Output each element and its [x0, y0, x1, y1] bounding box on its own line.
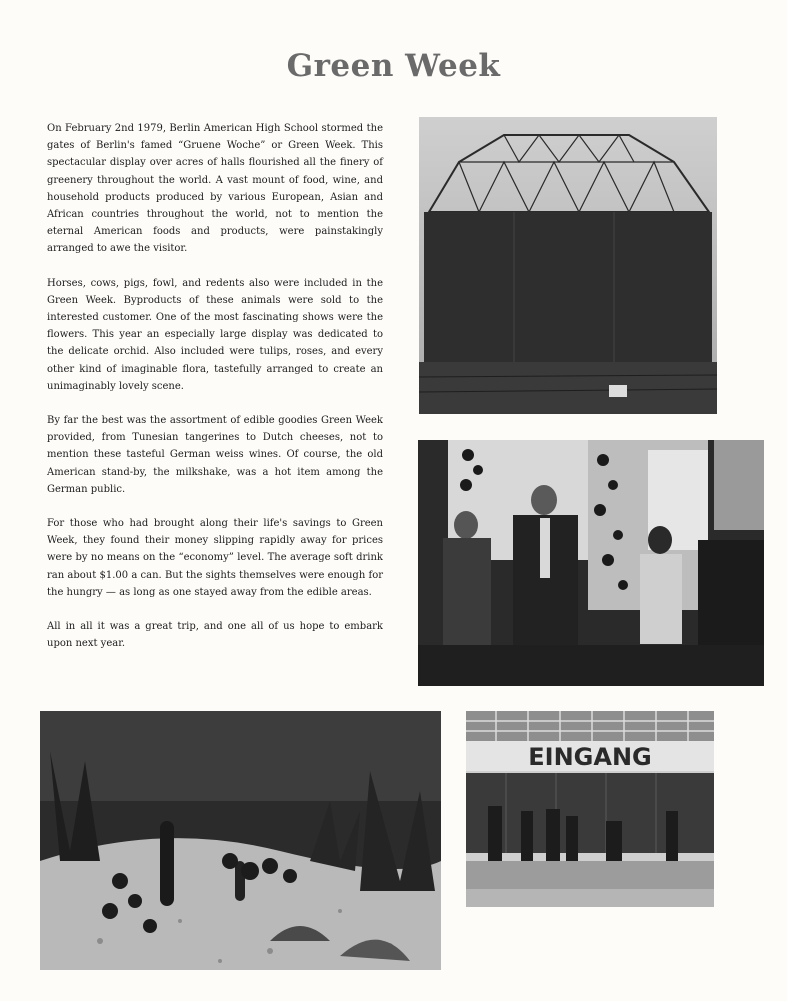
article-body — [47, 120, 383, 669]
photo-booth-visitors — [418, 440, 764, 686]
photo-entrance-eingang — [466, 711, 714, 907]
paragraph-1: On February 2nd 1979, Berlin American High School stormed the gates of Berlin's famed “Gruene Woche” or Green Week. This spectacular display over acres of halls flourished all the finery of greenery throughout the world. A vast mount of food, wine, and household products produced by various European, Asian and African countries throughout the world, not to mention the eternal American foods and products, were painstakingly arranged to awe the visitor. — [47, 123, 383, 255]
paragraph-2: Horses, cows, pigs, fowl, and redents also were included in the Green Week. Byproducts of these animals were sold to the interested customer. One of the most fascinating shows were the flowers. This year an especially large display was dedicated to the delicate orchid. Also included were tulips, roses, and every other kind of imaginable flora, tastefully arranged to create an unimaginably lovely scene. — [47, 277, 383, 392]
paragraph-4: For those who had brought along their life's savings to Green Week, they found their money slipping rapidly away for prices were by no means on the “economy” level. The average soft drink ran about $1.00 a can. But the sights themselves were enough for the hungry — as long as one stayed away from the edible areas. — [47, 518, 383, 598]
photo-cactus-garden — [40, 711, 441, 970]
paragraph-3: By far the best was the assortment of edible goodies Green Week provided, from Tunesian tangerines to Dutch cheeses, not to mention these tasteful German weiss wines. Of course, the old American stand-by, the milkshake, was a hot item among the German public. — [47, 415, 383, 495]
page-title: Green Week — [286, 48, 501, 84]
paragraph-5: All in all it was a great trip, and one all of us hope to embark upon next year. — [47, 621, 383, 650]
entrance-sign-text: EINGANG — [528, 743, 652, 771]
photo-hall-structure — [419, 117, 717, 414]
